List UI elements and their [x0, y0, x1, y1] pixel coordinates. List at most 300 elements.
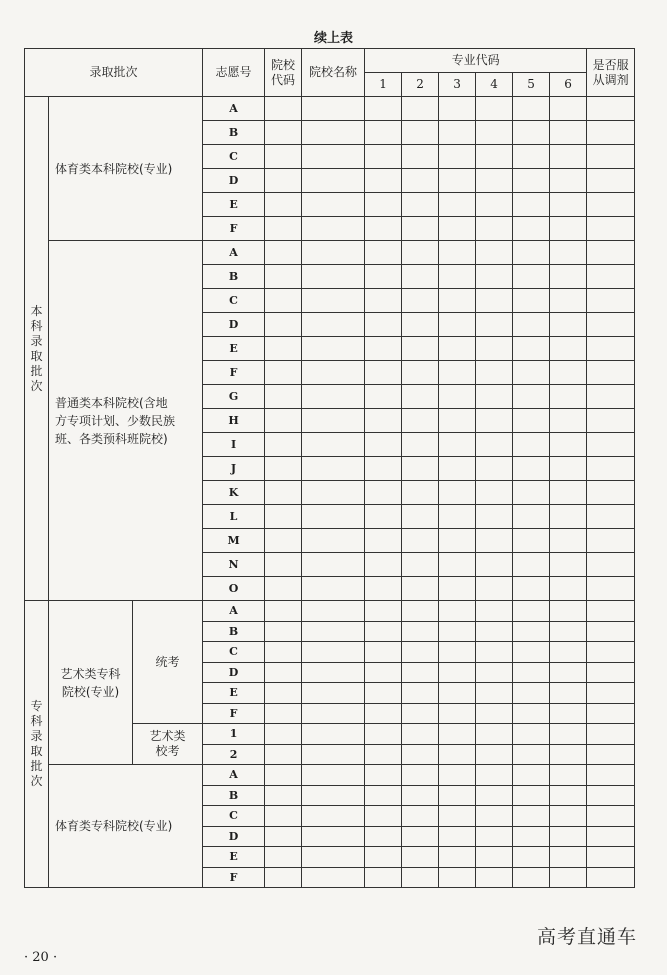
- major-code-cell[interactable]: [513, 826, 550, 847]
- school-name-cell[interactable]: [302, 847, 365, 868]
- adjust-cell[interactable]: [587, 241, 635, 265]
- major-code-cell[interactable]: [402, 361, 439, 385]
- major-code-cell[interactable]: [550, 683, 587, 704]
- major-code-cell[interactable]: [365, 553, 402, 577]
- major-code-cell[interactable]: [476, 847, 513, 868]
- major-code-cell[interactable]: [439, 847, 476, 868]
- major-code-cell[interactable]: [513, 601, 550, 622]
- adjust-cell[interactable]: [587, 642, 635, 663]
- school-code-cell[interactable]: [265, 121, 302, 145]
- adjust-cell[interactable]: [587, 385, 635, 409]
- major-code-cell[interactable]: [550, 457, 587, 481]
- major-code-cell[interactable]: [513, 409, 550, 433]
- major-code-cell[interactable]: [513, 433, 550, 457]
- school-code-cell[interactable]: [265, 457, 302, 481]
- major-code-cell[interactable]: [476, 553, 513, 577]
- major-code-cell[interactable]: [550, 217, 587, 241]
- major-code-cell[interactable]: [550, 361, 587, 385]
- major-code-cell[interactable]: [402, 765, 439, 786]
- major-code-cell[interactable]: [439, 217, 476, 241]
- school-name-cell[interactable]: [302, 265, 365, 289]
- adjust-cell[interactable]: [587, 457, 635, 481]
- school-name-cell[interactable]: [302, 662, 365, 683]
- school-code-cell[interactable]: [265, 481, 302, 505]
- major-code-cell[interactable]: [476, 481, 513, 505]
- adjust-cell[interactable]: [587, 806, 635, 827]
- major-code-cell[interactable]: [550, 847, 587, 868]
- major-code-cell[interactable]: [402, 553, 439, 577]
- major-code-cell[interactable]: [365, 169, 402, 193]
- major-code-cell[interactable]: [476, 433, 513, 457]
- major-code-cell[interactable]: [550, 241, 587, 265]
- school-name-cell[interactable]: [302, 529, 365, 553]
- school-code-cell[interactable]: [265, 621, 302, 642]
- school-name-cell[interactable]: [302, 826, 365, 847]
- major-code-cell[interactable]: [550, 724, 587, 745]
- major-code-cell[interactable]: [439, 313, 476, 337]
- major-code-cell[interactable]: [513, 662, 550, 683]
- major-code-cell[interactable]: [402, 683, 439, 704]
- major-code-cell[interactable]: [439, 577, 476, 601]
- adjust-cell[interactable]: [587, 217, 635, 241]
- major-code-cell[interactable]: [513, 744, 550, 765]
- school-code-cell[interactable]: [265, 724, 302, 745]
- school-code-cell[interactable]: [265, 265, 302, 289]
- school-name-cell[interactable]: [302, 289, 365, 313]
- major-code-cell[interactable]: [550, 169, 587, 193]
- major-code-cell[interactable]: [365, 577, 402, 601]
- adjust-cell[interactable]: [587, 621, 635, 642]
- major-code-cell[interactable]: [550, 621, 587, 642]
- major-code-cell[interactable]: [439, 337, 476, 361]
- major-code-cell[interactable]: [513, 765, 550, 786]
- school-name-cell[interactable]: [302, 193, 365, 217]
- major-code-cell[interactable]: [513, 867, 550, 888]
- school-code-cell[interactable]: [265, 241, 302, 265]
- major-code-cell[interactable]: [476, 577, 513, 601]
- major-code-cell[interactable]: [476, 806, 513, 827]
- major-code-cell[interactable]: [365, 265, 402, 289]
- major-code-cell[interactable]: [365, 193, 402, 217]
- major-code-cell[interactable]: [402, 145, 439, 169]
- adjust-cell[interactable]: [587, 169, 635, 193]
- major-code-cell[interactable]: [365, 217, 402, 241]
- major-code-cell[interactable]: [476, 265, 513, 289]
- school-code-cell[interactable]: [265, 642, 302, 663]
- major-code-cell[interactable]: [365, 121, 402, 145]
- major-code-cell[interactable]: [550, 601, 587, 622]
- major-code-cell[interactable]: [439, 457, 476, 481]
- adjust-cell[interactable]: [587, 121, 635, 145]
- adjust-cell[interactable]: [587, 313, 635, 337]
- major-code-cell[interactable]: [402, 642, 439, 663]
- major-code-cell[interactable]: [402, 867, 439, 888]
- major-code-cell[interactable]: [550, 433, 587, 457]
- adjust-cell[interactable]: [587, 662, 635, 683]
- adjust-cell[interactable]: [587, 433, 635, 457]
- major-code-cell[interactable]: [402, 241, 439, 265]
- adjust-cell[interactable]: [587, 361, 635, 385]
- major-code-cell[interactable]: [513, 145, 550, 169]
- school-name-cell[interactable]: [302, 601, 365, 622]
- major-code-cell[interactable]: [439, 621, 476, 642]
- major-code-cell[interactable]: [402, 169, 439, 193]
- major-code-cell[interactable]: [402, 97, 439, 121]
- major-code-cell[interactable]: [365, 847, 402, 868]
- major-code-cell[interactable]: [550, 806, 587, 827]
- major-code-cell[interactable]: [365, 409, 402, 433]
- school-code-cell[interactable]: [265, 683, 302, 704]
- major-code-cell[interactable]: [365, 529, 402, 553]
- major-code-cell[interactable]: [550, 289, 587, 313]
- major-code-cell[interactable]: [439, 553, 476, 577]
- major-code-cell[interactable]: [365, 806, 402, 827]
- adjust-cell[interactable]: [587, 826, 635, 847]
- adjust-cell[interactable]: [587, 724, 635, 745]
- major-code-cell[interactable]: [513, 193, 550, 217]
- major-code-cell[interactable]: [402, 529, 439, 553]
- major-code-cell[interactable]: [365, 505, 402, 529]
- major-code-cell[interactable]: [365, 97, 402, 121]
- major-code-cell[interactable]: [402, 601, 439, 622]
- major-code-cell[interactable]: [476, 409, 513, 433]
- major-code-cell[interactable]: [550, 121, 587, 145]
- school-code-cell[interactable]: [265, 505, 302, 529]
- major-code-cell[interactable]: [550, 385, 587, 409]
- adjust-cell[interactable]: [587, 765, 635, 786]
- major-code-cell[interactable]: [550, 193, 587, 217]
- major-code-cell[interactable]: [513, 337, 550, 361]
- major-code-cell[interactable]: [550, 662, 587, 683]
- major-code-cell[interactable]: [439, 683, 476, 704]
- major-code-cell[interactable]: [476, 621, 513, 642]
- major-code-cell[interactable]: [476, 683, 513, 704]
- major-code-cell[interactable]: [513, 481, 550, 505]
- adjust-cell[interactable]: [587, 744, 635, 765]
- major-code-cell[interactable]: [476, 337, 513, 361]
- major-code-cell[interactable]: [402, 662, 439, 683]
- school-name-cell[interactable]: [302, 765, 365, 786]
- major-code-cell[interactable]: [439, 409, 476, 433]
- major-code-cell[interactable]: [439, 765, 476, 786]
- school-code-cell[interactable]: [265, 806, 302, 827]
- adjust-cell[interactable]: [587, 145, 635, 169]
- major-code-cell[interactable]: [476, 241, 513, 265]
- major-code-cell[interactable]: [365, 457, 402, 481]
- major-code-cell[interactable]: [365, 385, 402, 409]
- school-name-cell[interactable]: [302, 337, 365, 361]
- major-code-cell[interactable]: [402, 847, 439, 868]
- major-code-cell[interactable]: [476, 193, 513, 217]
- school-code-cell[interactable]: [265, 577, 302, 601]
- major-code-cell[interactable]: [476, 703, 513, 724]
- major-code-cell[interactable]: [513, 724, 550, 745]
- major-code-cell[interactable]: [550, 97, 587, 121]
- school-name-cell[interactable]: [302, 433, 365, 457]
- major-code-cell[interactable]: [365, 683, 402, 704]
- major-code-cell[interactable]: [439, 265, 476, 289]
- major-code-cell[interactable]: [513, 97, 550, 121]
- major-code-cell[interactable]: [402, 433, 439, 457]
- school-code-cell[interactable]: [265, 847, 302, 868]
- major-code-cell[interactable]: [476, 744, 513, 765]
- adjust-cell[interactable]: [587, 337, 635, 361]
- school-name-cell[interactable]: [302, 505, 365, 529]
- major-code-cell[interactable]: [476, 765, 513, 786]
- major-code-cell[interactable]: [402, 409, 439, 433]
- major-code-cell[interactable]: [402, 826, 439, 847]
- major-code-cell[interactable]: [365, 289, 402, 313]
- major-code-cell[interactable]: [476, 313, 513, 337]
- major-code-cell[interactable]: [402, 577, 439, 601]
- major-code-cell[interactable]: [365, 433, 402, 457]
- major-code-cell[interactable]: [476, 867, 513, 888]
- major-code-cell[interactable]: [476, 169, 513, 193]
- major-code-cell[interactable]: [365, 765, 402, 786]
- major-code-cell[interactable]: [439, 662, 476, 683]
- school-name-cell[interactable]: [302, 121, 365, 145]
- major-code-cell[interactable]: [476, 361, 513, 385]
- major-code-cell[interactable]: [439, 97, 476, 121]
- school-name-cell[interactable]: [302, 867, 365, 888]
- major-code-cell[interactable]: [439, 361, 476, 385]
- major-code-cell[interactable]: [513, 121, 550, 145]
- major-code-cell[interactable]: [402, 217, 439, 241]
- school-code-cell[interactable]: [265, 826, 302, 847]
- major-code-cell[interactable]: [402, 265, 439, 289]
- major-code-cell[interactable]: [439, 193, 476, 217]
- school-name-cell[interactable]: [302, 621, 365, 642]
- major-code-cell[interactable]: [513, 703, 550, 724]
- major-code-cell[interactable]: [513, 457, 550, 481]
- major-code-cell[interactable]: [365, 145, 402, 169]
- major-code-cell[interactable]: [439, 385, 476, 409]
- major-code-cell[interactable]: [439, 241, 476, 265]
- major-code-cell[interactable]: [439, 642, 476, 663]
- adjust-cell[interactable]: [587, 683, 635, 704]
- school-name-cell[interactable]: [302, 683, 365, 704]
- major-code-cell[interactable]: [513, 683, 550, 704]
- major-code-cell[interactable]: [513, 621, 550, 642]
- school-code-cell[interactable]: [265, 867, 302, 888]
- school-code-cell[interactable]: [265, 553, 302, 577]
- major-code-cell[interactable]: [550, 744, 587, 765]
- major-code-cell[interactable]: [402, 289, 439, 313]
- major-code-cell[interactable]: [365, 361, 402, 385]
- school-name-cell[interactable]: [302, 361, 365, 385]
- school-code-cell[interactable]: [265, 433, 302, 457]
- major-code-cell[interactable]: [439, 703, 476, 724]
- major-code-cell[interactable]: [439, 867, 476, 888]
- school-code-cell[interactable]: [265, 169, 302, 193]
- major-code-cell[interactable]: [365, 744, 402, 765]
- school-name-cell[interactable]: [302, 744, 365, 765]
- school-name-cell[interactable]: [302, 806, 365, 827]
- major-code-cell[interactable]: [513, 361, 550, 385]
- school-code-cell[interactable]: [265, 337, 302, 361]
- major-code-cell[interactable]: [513, 642, 550, 663]
- major-code-cell[interactable]: [365, 481, 402, 505]
- major-code-cell[interactable]: [402, 121, 439, 145]
- major-code-cell[interactable]: [402, 744, 439, 765]
- major-code-cell[interactable]: [550, 642, 587, 663]
- major-code-cell[interactable]: [365, 703, 402, 724]
- major-code-cell[interactable]: [513, 385, 550, 409]
- school-code-cell[interactable]: [265, 217, 302, 241]
- adjust-cell[interactable]: [587, 481, 635, 505]
- major-code-cell[interactable]: [365, 337, 402, 361]
- school-code-cell[interactable]: [265, 409, 302, 433]
- major-code-cell[interactable]: [513, 289, 550, 313]
- school-name-cell[interactable]: [302, 457, 365, 481]
- major-code-cell[interactable]: [476, 505, 513, 529]
- major-code-cell[interactable]: [439, 481, 476, 505]
- major-code-cell[interactable]: [513, 553, 550, 577]
- major-code-cell[interactable]: [439, 601, 476, 622]
- major-code-cell[interactable]: [513, 169, 550, 193]
- major-code-cell[interactable]: [402, 621, 439, 642]
- major-code-cell[interactable]: [476, 601, 513, 622]
- major-code-cell[interactable]: [365, 241, 402, 265]
- adjust-cell[interactable]: [587, 289, 635, 313]
- school-code-cell[interactable]: [265, 529, 302, 553]
- major-code-cell[interactable]: [513, 313, 550, 337]
- major-code-cell[interactable]: [365, 601, 402, 622]
- school-name-cell[interactable]: [302, 169, 365, 193]
- major-code-cell[interactable]: [476, 217, 513, 241]
- adjust-cell[interactable]: [587, 703, 635, 724]
- major-code-cell[interactable]: [513, 577, 550, 601]
- adjust-cell[interactable]: [587, 577, 635, 601]
- school-name-cell[interactable]: [302, 481, 365, 505]
- major-code-cell[interactable]: [439, 505, 476, 529]
- major-code-cell[interactable]: [439, 826, 476, 847]
- major-code-cell[interactable]: [550, 409, 587, 433]
- major-code-cell[interactable]: [402, 806, 439, 827]
- major-code-cell[interactable]: [439, 145, 476, 169]
- major-code-cell[interactable]: [402, 724, 439, 745]
- adjust-cell[interactable]: [587, 409, 635, 433]
- adjust-cell[interactable]: [587, 601, 635, 622]
- school-code-cell[interactable]: [265, 145, 302, 169]
- major-code-cell[interactable]: [513, 505, 550, 529]
- school-code-cell[interactable]: [265, 662, 302, 683]
- adjust-cell[interactable]: [587, 867, 635, 888]
- major-code-cell[interactable]: [550, 577, 587, 601]
- school-name-cell[interactable]: [302, 385, 365, 409]
- adjust-cell[interactable]: [587, 505, 635, 529]
- major-code-cell[interactable]: [476, 457, 513, 481]
- major-code-cell[interactable]: [402, 337, 439, 361]
- school-code-cell[interactable]: [265, 703, 302, 724]
- adjust-cell[interactable]: [587, 785, 635, 806]
- major-code-cell[interactable]: [402, 385, 439, 409]
- school-name-cell[interactable]: [302, 145, 365, 169]
- major-code-cell[interactable]: [476, 289, 513, 313]
- major-code-cell[interactable]: [550, 765, 587, 786]
- major-code-cell[interactable]: [439, 785, 476, 806]
- major-code-cell[interactable]: [402, 785, 439, 806]
- school-name-cell[interactable]: [302, 553, 365, 577]
- major-code-cell[interactable]: [550, 529, 587, 553]
- major-code-cell[interactable]: [513, 217, 550, 241]
- major-code-cell[interactable]: [513, 806, 550, 827]
- school-name-cell[interactable]: [302, 313, 365, 337]
- school-code-cell[interactable]: [265, 361, 302, 385]
- major-code-cell[interactable]: [476, 785, 513, 806]
- major-code-cell[interactable]: [439, 121, 476, 145]
- major-code-cell[interactable]: [439, 289, 476, 313]
- major-code-cell[interactable]: [365, 621, 402, 642]
- school-name-cell[interactable]: [302, 642, 365, 663]
- major-code-cell[interactable]: [550, 553, 587, 577]
- school-name-cell[interactable]: [302, 785, 365, 806]
- school-name-cell[interactable]: [302, 724, 365, 745]
- major-code-cell[interactable]: [365, 785, 402, 806]
- major-code-cell[interactable]: [513, 847, 550, 868]
- school-name-cell[interactable]: [302, 577, 365, 601]
- major-code-cell[interactable]: [513, 785, 550, 806]
- adjust-cell[interactable]: [587, 265, 635, 289]
- major-code-cell[interactable]: [439, 806, 476, 827]
- adjust-cell[interactable]: [587, 553, 635, 577]
- major-code-cell[interactable]: [513, 241, 550, 265]
- major-code-cell[interactable]: [513, 265, 550, 289]
- major-code-cell[interactable]: [476, 642, 513, 663]
- major-code-cell[interactable]: [365, 826, 402, 847]
- adjust-cell[interactable]: [587, 847, 635, 868]
- school-code-cell[interactable]: [265, 744, 302, 765]
- major-code-cell[interactable]: [402, 457, 439, 481]
- major-code-cell[interactable]: [402, 703, 439, 724]
- major-code-cell[interactable]: [476, 529, 513, 553]
- school-code-cell[interactable]: [265, 289, 302, 313]
- school-code-cell[interactable]: [265, 385, 302, 409]
- major-code-cell[interactable]: [402, 313, 439, 337]
- major-code-cell[interactable]: [402, 505, 439, 529]
- major-code-cell[interactable]: [476, 662, 513, 683]
- school-name-cell[interactable]: [302, 409, 365, 433]
- major-code-cell[interactable]: [439, 744, 476, 765]
- major-code-cell[interactable]: [476, 121, 513, 145]
- school-name-cell[interactable]: [302, 241, 365, 265]
- school-code-cell[interactable]: [265, 313, 302, 337]
- major-code-cell[interactable]: [439, 724, 476, 745]
- major-code-cell[interactable]: [550, 145, 587, 169]
- adjust-cell[interactable]: [587, 193, 635, 217]
- adjust-cell[interactable]: [587, 97, 635, 121]
- major-code-cell[interactable]: [402, 481, 439, 505]
- school-code-cell[interactable]: [265, 193, 302, 217]
- major-code-cell[interactable]: [550, 481, 587, 505]
- major-code-cell[interactable]: [365, 867, 402, 888]
- major-code-cell[interactable]: [476, 724, 513, 745]
- school-code-cell[interactable]: [265, 785, 302, 806]
- major-code-cell[interactable]: [365, 724, 402, 745]
- major-code-cell[interactable]: [550, 337, 587, 361]
- major-code-cell[interactable]: [439, 529, 476, 553]
- school-name-cell[interactable]: [302, 217, 365, 241]
- major-code-cell[interactable]: [439, 169, 476, 193]
- major-code-cell[interactable]: [365, 662, 402, 683]
- major-code-cell[interactable]: [550, 313, 587, 337]
- major-code-cell[interactable]: [550, 265, 587, 289]
- major-code-cell[interactable]: [439, 433, 476, 457]
- school-name-cell[interactable]: [302, 97, 365, 121]
- major-code-cell[interactable]: [550, 703, 587, 724]
- school-code-cell[interactable]: [265, 765, 302, 786]
- major-code-cell[interactable]: [365, 313, 402, 337]
